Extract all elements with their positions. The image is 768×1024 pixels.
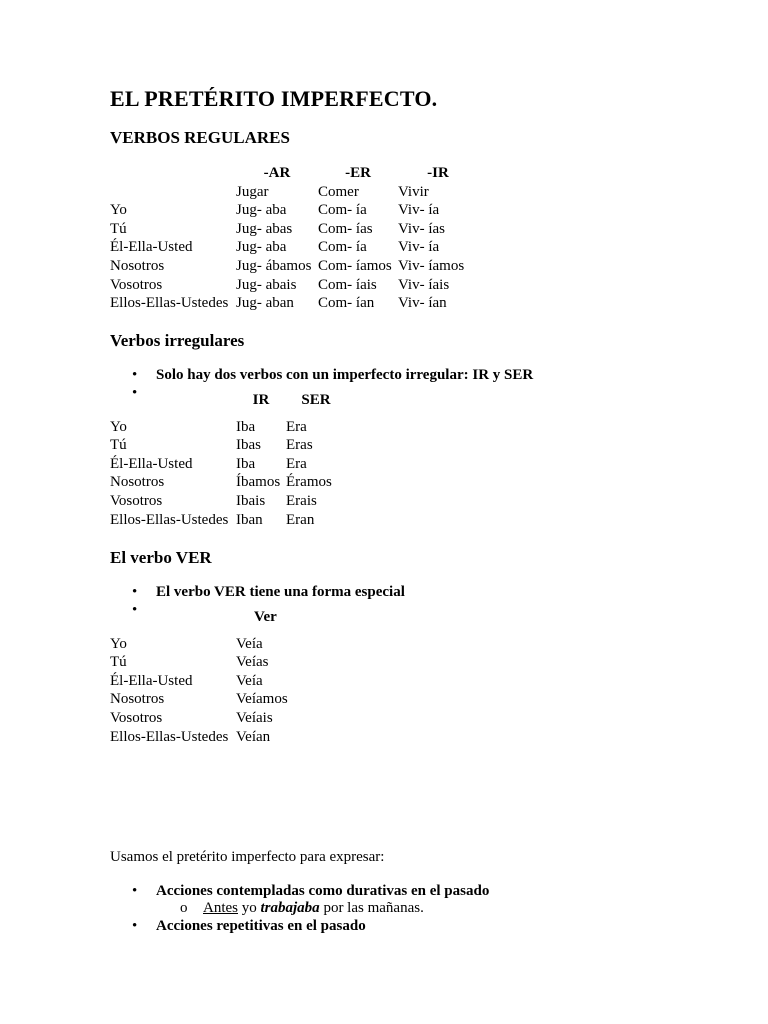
pronoun-cell: Nosotros [110,257,165,274]
conjugation-cell: Jug- aban [236,295,294,312]
list-item: • Acciones contempladas como durativas en el pasado [110,882,489,900]
conjugation-cell: Veíamos [236,691,288,708]
pronoun-cell: Él-Ella-Usted [110,239,193,256]
conjugation-cell: Jug- ábamos [236,257,312,274]
section-heading-ver: El verbo VER [110,548,212,567]
conjugation-cell: Com- ía [318,239,367,256]
conjugation-cell: Éramos [286,474,332,491]
table-row [110,294,478,313]
conjugation-cell: Erais [286,492,317,509]
conjugation-cell: Jug- aba [236,239,287,256]
conjugation-cell: Veía [236,635,263,652]
table-row [110,276,478,295]
list-item: • Acciones repetitivas en el pasado [110,917,366,935]
conjugation-cell: Iba [236,455,256,472]
bullet-list-usos-2 [110,917,366,935]
pronoun-cell: Vosotros [110,492,163,509]
conjugation-cell: Ibas [236,437,261,454]
example-text: yo [238,900,261,916]
conjugation-cell: Eras [286,437,313,454]
table-regulares [110,164,478,313]
pronoun-cell: Vosotros [110,276,163,293]
conjugation-cell: Jug- abas [236,220,293,237]
conjugation-cell: Iban [236,511,263,528]
table-row [110,455,346,474]
table-row [110,436,346,455]
pronoun-cell: Yo [110,202,127,219]
conjugation-cell: Viv- íais [398,276,450,293]
conjugation-cell: Era [286,455,307,472]
column-header: SER [301,392,331,408]
table-row [110,709,334,728]
example-emphasis: trabajaba [260,900,320,916]
pronoun-cell: Nosotros [110,474,165,491]
usos-intro: Usamos el pretérito imperfecto para expresar: [110,849,385,865]
conjugation-cell: Veías [236,654,269,671]
conjugation-cell: Com- ías [318,220,373,237]
pronoun-cell: Ellos-Ellas-Ustedes [110,511,229,528]
conjugation-cell: Eran [286,511,315,528]
pronoun-cell: Tú [110,654,127,671]
table-header-row [110,164,478,183]
table-row [110,201,478,220]
example-text: por las mañanas. [319,900,424,916]
conjugation-cell: Íbamos [236,474,281,491]
conjugation-cell: Com- ían [318,295,375,312]
conjugation-cell: Com- íamos [318,257,392,274]
column-header: -AR [263,165,291,181]
table-row [110,473,346,492]
bullet-list-usos-1 [110,882,489,900]
pronoun-cell: Tú [110,220,127,237]
sub-bullet-marker: o [180,900,188,916]
section-heading-irregulares: Verbos irregulares [110,331,245,350]
table-row [110,653,334,672]
conjugation-cell: Viv- ían [398,295,447,312]
table-row [110,238,478,257]
conjugation-cell: Com- íais [318,276,377,293]
table-row-infinitives [110,183,478,202]
conjugation-cell: Veía [236,672,263,689]
pronoun-cell: Vosotros [110,709,163,726]
infinitive-cell: Vivir [398,183,429,200]
infinitive-cell: Comer [318,183,359,200]
table-row [110,690,334,709]
table-irregulares [110,391,346,529]
conjugation-cell: Viv- íamos [398,257,465,274]
conjugation-cell: Veíais [236,709,273,726]
conjugation-cell: Com- ía [318,202,367,219]
pronoun-cell: Nosotros [110,691,165,708]
pronoun-cell: Tú [110,437,127,454]
column-header: Ver [254,609,277,625]
conjugation-cell: Jug- abais [236,276,297,293]
section-heading-regulares: VERBOS REGULARES [110,128,290,147]
table-header-row [110,391,346,410]
table-row [110,418,346,437]
column-header: IR [252,392,270,408]
conjugation-cell: Viv- ía [398,202,440,219]
pronoun-cell: Ellos-Ellas-Ustedes [110,295,229,312]
example-sentence [180,900,424,917]
list-item: • Solo hay dos verbos con un imperfecto irregular: IR y SER [110,366,533,384]
table-row [110,635,334,654]
example-underlined-word: Antes [203,900,238,916]
conjugation-cell: Era [286,418,307,435]
table-row [110,728,334,747]
pronoun-cell: Ellos-Ellas-Ustedes [110,728,229,745]
conjugation-cell: Viv- ía [398,239,440,256]
pronoun-cell: Yo [110,635,127,652]
conjugation-cell: Ibais [236,492,266,509]
conjugation-cell: Jug- aba [236,202,287,219]
column-header: -IR [427,165,449,181]
table-row [110,672,334,691]
table-row [110,220,478,239]
pronoun-cell: Él-Ella-Usted [110,455,193,472]
infinitive-cell: Jugar [236,183,269,200]
pronoun-cell: Yo [110,418,127,435]
conjugation-cell: Iba [236,418,256,435]
table-row [110,511,346,530]
conjugation-cell: Veían [236,728,271,745]
conjugation-cell: Viv- ías [398,220,446,237]
pronoun-cell: Él-Ella-Usted [110,672,193,689]
table-header-row [110,608,334,627]
table-ver [110,608,334,746]
list-item: • El verbo VER tiene una forma especial [110,583,405,601]
table-row [110,257,478,276]
table-row [110,492,346,511]
column-header: -ER [345,165,371,181]
page-title: EL PRETÉRITO IMPERFECTO. [110,86,438,111]
